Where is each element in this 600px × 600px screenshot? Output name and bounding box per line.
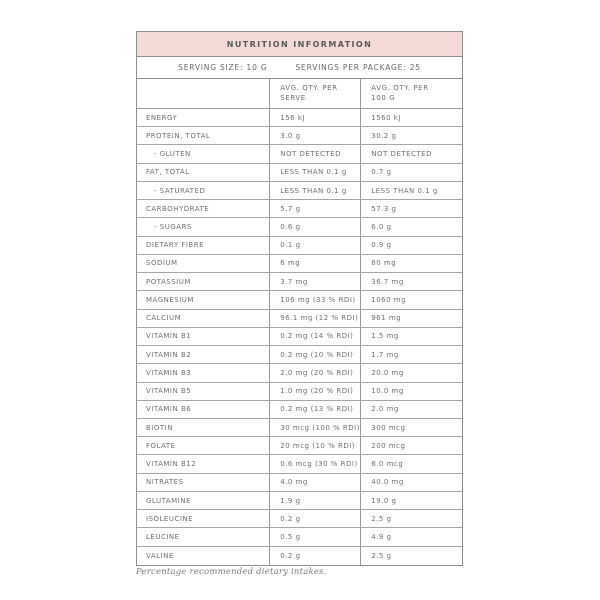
- row-value-per-serve: 156 kJ: [270, 109, 361, 126]
- row-label: ISOLEUCINE: [137, 510, 270, 527]
- table-row: [137, 273, 462, 291]
- row-value-per-serve: 5.7 g: [270, 200, 361, 217]
- table-row: [137, 364, 462, 382]
- row-value-per-100g: 6.0 g: [371, 223, 392, 232]
- row-value-per-100g: 1060 mg: [371, 295, 407, 304]
- row-label: NITRATES: [137, 474, 270, 491]
- column-header-blank: [137, 79, 270, 108]
- nutrition-table: [136, 31, 463, 566]
- servings-per-package: SERVINGS PER PACKAGE: 25: [295, 63, 421, 72]
- row-value-per-serve: 0.2 mg (10 % RDI): [270, 346, 361, 363]
- row-value-per-100g: NOT DETECTED: [371, 150, 432, 159]
- table-row: [137, 528, 462, 546]
- row-value-per-serve: 0.2 mg (14 % RDI): [270, 328, 361, 345]
- row-value-per-100g: 20.0 mg: [371, 368, 404, 377]
- column-header-per-serve-label: AVG. QTY. PER SERVE: [280, 83, 338, 102]
- table-row: [137, 455, 462, 473]
- row-value-per-100g: 300 mcg: [371, 423, 406, 432]
- column-header-per-serve: [270, 79, 361, 108]
- row-label: VITAMIN B12: [137, 455, 270, 472]
- row-label: ENERGY: [137, 109, 270, 126]
- table-row: [137, 291, 462, 309]
- serving-info-row: [137, 57, 462, 79]
- table-title-bar: [137, 32, 462, 57]
- table-row: [137, 474, 462, 492]
- table-row: [137, 510, 462, 528]
- row-value-per-serve: 3.0 g: [270, 127, 361, 144]
- table-row: [137, 492, 462, 510]
- row-value-per-100g: 961 mg: [371, 314, 402, 323]
- row-value-per-100g: 4.9 g: [371, 533, 392, 541]
- table-row: [137, 237, 462, 255]
- table-row: [137, 218, 462, 236]
- row-value-per-100g: 0.7 g: [371, 168, 392, 177]
- row-value-per-serve: 0.2 g: [270, 547, 361, 565]
- table-row: [137, 109, 462, 127]
- serving-size: SERVING SIZE: 10 G: [178, 63, 268, 72]
- row-label: GLUTAMINE: [137, 492, 270, 509]
- row-label: VALINE: [137, 547, 270, 565]
- row-label: BIOTIN: [137, 419, 270, 436]
- table-row: [137, 255, 462, 273]
- row-label: FOLATE: [137, 437, 270, 454]
- row-value-per-serve: 3.7 mg: [270, 273, 361, 290]
- row-value-per-100g: 2.5 g: [371, 551, 392, 560]
- row-label: DIETARY FIBRE: [137, 237, 270, 254]
- row-value-per-serve: 0.2 g: [270, 510, 361, 527]
- row-value-per-serve: 0.2 mg (13 % RDI): [270, 401, 361, 418]
- table-row: [137, 328, 462, 346]
- row-value-per-100g: 1.7 mg: [371, 350, 399, 359]
- row-value-per-serve: 0.5 g: [270, 528, 361, 545]
- row-value-per-100g: 60 mg: [371, 259, 397, 268]
- row-label: PROTEIN, TOTAL: [137, 127, 270, 144]
- row-label: - GLUTEN: [137, 145, 270, 162]
- row-label: - SATURATED: [137, 182, 270, 199]
- table-title: NUTRITION INFORMATION: [226, 39, 373, 49]
- table-row: [137, 437, 462, 455]
- row-value-per-100g: 57.3 g: [371, 204, 397, 213]
- row-label: POTASSIUM: [137, 273, 270, 290]
- row-value-per-serve: 20 mcg (10 % RDI): [270, 437, 361, 454]
- table-row: [137, 127, 462, 145]
- row-label: VITAMIN B2: [137, 346, 270, 363]
- row-value-per-serve: 0.6 mcg (30 % RDI): [270, 455, 361, 472]
- row-label: SODIUM: [137, 255, 270, 272]
- column-header-per-100g: [361, 79, 462, 108]
- row-value-per-100g: 2.0 mg: [371, 405, 399, 414]
- row-label: - SUGARS: [137, 218, 270, 235]
- table-row: [137, 419, 462, 437]
- row-value-per-100g: 6.0 mcg: [371, 460, 404, 469]
- footnote: Percentage recommended dietary intakes.: [136, 567, 327, 577]
- row-value-per-100g: LESS THAN 0.1 g: [371, 186, 438, 195]
- table-row: [137, 383, 462, 401]
- row-value-per-serve: NOT DETECTED: [270, 145, 361, 162]
- table-row: [137, 346, 462, 364]
- row-value-per-100g: 1560 kJ: [371, 113, 401, 122]
- row-value-per-serve: 106 mg (33 % RDI): [270, 291, 361, 308]
- row-value-per-serve: LESS THAN 0.1 g: [270, 182, 361, 199]
- row-value-per-100g: 200 mcg: [371, 441, 406, 450]
- table-row: [137, 182, 462, 200]
- row-value-per-100g: 10.0 mg: [371, 387, 404, 396]
- row-label: VITAMIN B1: [137, 328, 270, 345]
- row-value-per-serve: 1.9 g: [270, 492, 361, 509]
- row-value-per-serve: 0.1 g: [270, 237, 361, 254]
- row-value-per-serve: 96.1 mg (12 % RDI): [270, 310, 361, 327]
- row-label: CARBOHYDRATE: [137, 200, 270, 217]
- row-value-per-100g: 0.9 g: [371, 241, 392, 250]
- row-label: FAT, TOTAL: [137, 164, 270, 181]
- row-value-per-100g: 2.5 g: [371, 514, 392, 523]
- table-row: [137, 310, 462, 328]
- row-label: VITAMIN B3: [137, 364, 270, 381]
- table-row: [137, 401, 462, 419]
- row-label: CALCIUM: [137, 310, 270, 327]
- row-label: VITAMIN B5: [137, 383, 270, 400]
- row-value-per-100g: 1.5 mg: [371, 332, 399, 341]
- row-label: MAGNESIUM: [137, 291, 270, 308]
- row-value-per-100g: 40.0 mg: [371, 478, 404, 487]
- row-value-per-serve: 2.0 mg (20 % RDI): [270, 364, 361, 381]
- row-value-per-serve: 4.0 mg: [270, 474, 361, 491]
- table-row: [137, 200, 462, 218]
- row-value-per-serve: 30 mcg (100 % RDI): [270, 419, 361, 436]
- table-body: [137, 109, 462, 565]
- row-value-per-serve: 1.0 mg (20 % RDI): [270, 383, 361, 400]
- row-value-per-serve: 6 mg: [270, 255, 361, 272]
- row-value-per-100g: 36.7 mg: [371, 277, 404, 286]
- row-value-per-serve: LESS THAN 0.1 g: [270, 164, 361, 181]
- column-header-row: [137, 79, 462, 109]
- column-header-per-100g-label: AVG. QTY. PER 100 G: [371, 83, 429, 102]
- table-row: [137, 164, 462, 182]
- table-row: [137, 547, 462, 565]
- row-value-per-serve: 0.6 g: [270, 218, 361, 235]
- row-value-per-100g: 19.0 g: [371, 496, 397, 505]
- row-value-per-100g: 30.2 g: [371, 131, 397, 140]
- table-row: [137, 145, 462, 163]
- row-label: VITAMIN B6: [137, 401, 270, 418]
- row-label: LEUCINE: [137, 528, 270, 545]
